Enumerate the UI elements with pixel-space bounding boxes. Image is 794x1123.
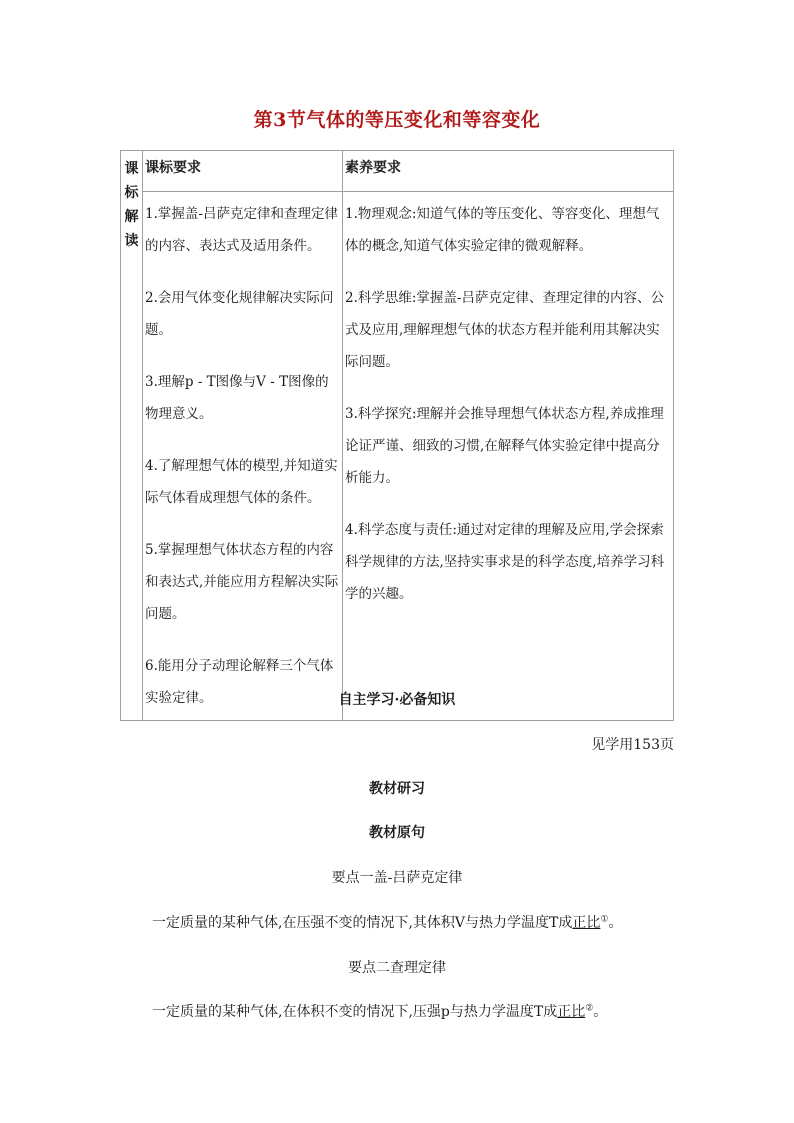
list-item: 1.掌握盖-吕萨克定律和查理定律的内容、表达式及适用条件。 bbox=[145, 206, 338, 254]
list-item: 3.科学探究:理解并会推导理想气体状态方程,养成推理论证严谨、细致的习惯,在解释气体实验定律中提高分析能力。 bbox=[345, 406, 664, 486]
list-item: 3.理解p - T图像与V - T图像的物理意义。 bbox=[145, 374, 329, 422]
side-label bbox=[121, 151, 143, 721]
sub-heading-original: 教材原句 bbox=[369, 825, 425, 841]
point2-end: 。 bbox=[593, 1004, 608, 1020]
page-title: 第3节气体的等压变化和等容变化 bbox=[253, 109, 541, 131]
curriculum-requirements-cell bbox=[143, 192, 343, 721]
list-item: 2.科学思维:掌握盖-吕萨克定律、查理定律的内容、公式及应用,理解理想气体的状态方程并能利用其解决实际问题。 bbox=[345, 290, 664, 370]
point1-note-marker: ① bbox=[600, 914, 609, 925]
list-item: 1.物理观念:知道气体的等压变化、等容变化、理想气体的概念,知道气体实验定律的微观解释。 bbox=[345, 206, 660, 254]
curriculum-standard-table bbox=[120, 150, 674, 721]
side-label-char: 解 bbox=[124, 209, 139, 225]
point2-sentence: 一定质量的某种气体,在体积不变的情况下,压强p与热力学温度T成 bbox=[152, 1004, 558, 1020]
point1-text bbox=[152, 912, 622, 932]
side-label-char: 课 bbox=[124, 161, 139, 177]
point1-title: 要点一盖-吕萨克定律 bbox=[331, 870, 463, 886]
list-item: 5.掌握理想气体状态方程的内容和表达式,并能应用方程解决实际问题。 bbox=[145, 542, 339, 622]
point1-end: 。 bbox=[608, 915, 623, 931]
list-item: 4.科学态度与责任:通过对定律的理解及应用,学会探索科学规律的方法,坚持实事求是的科学态度,培养学习科学的兴趣。 bbox=[345, 522, 665, 602]
side-label-char: 读 bbox=[124, 233, 139, 249]
point2-title: 要点二查理定律 bbox=[348, 960, 446, 976]
col2-header: 素养要求 bbox=[343, 151, 674, 192]
point1-answer: 正比 bbox=[572, 915, 601, 931]
section-heading: 自主学习·必备知识 bbox=[338, 692, 456, 708]
list-item: 6.能用分子动理论解释三个气体实验定律。 bbox=[145, 658, 334, 706]
page-reference: 见学用153页 bbox=[591, 737, 674, 753]
literacy-requirements-cell bbox=[343, 192, 674, 721]
point2-note-marker: ② bbox=[585, 1003, 594, 1014]
side-label-char: 标 bbox=[124, 185, 139, 201]
col1-header: 课标要求 bbox=[143, 151, 343, 192]
point2-text bbox=[152, 1001, 607, 1021]
list-item: 4.了解理想气体的模型,并知道实际气体看成理想气体的条件。 bbox=[145, 458, 338, 506]
point2-answer: 正比 bbox=[557, 1004, 586, 1020]
point1-sentence: 一定质量的某种气体,在压强不变的情况下,其体积V与热力学温度T成 bbox=[152, 915, 573, 931]
sub-heading-study: 教材研习 bbox=[369, 781, 425, 797]
list-item: 2.会用气体变化规律解决实际问题。 bbox=[145, 290, 334, 338]
